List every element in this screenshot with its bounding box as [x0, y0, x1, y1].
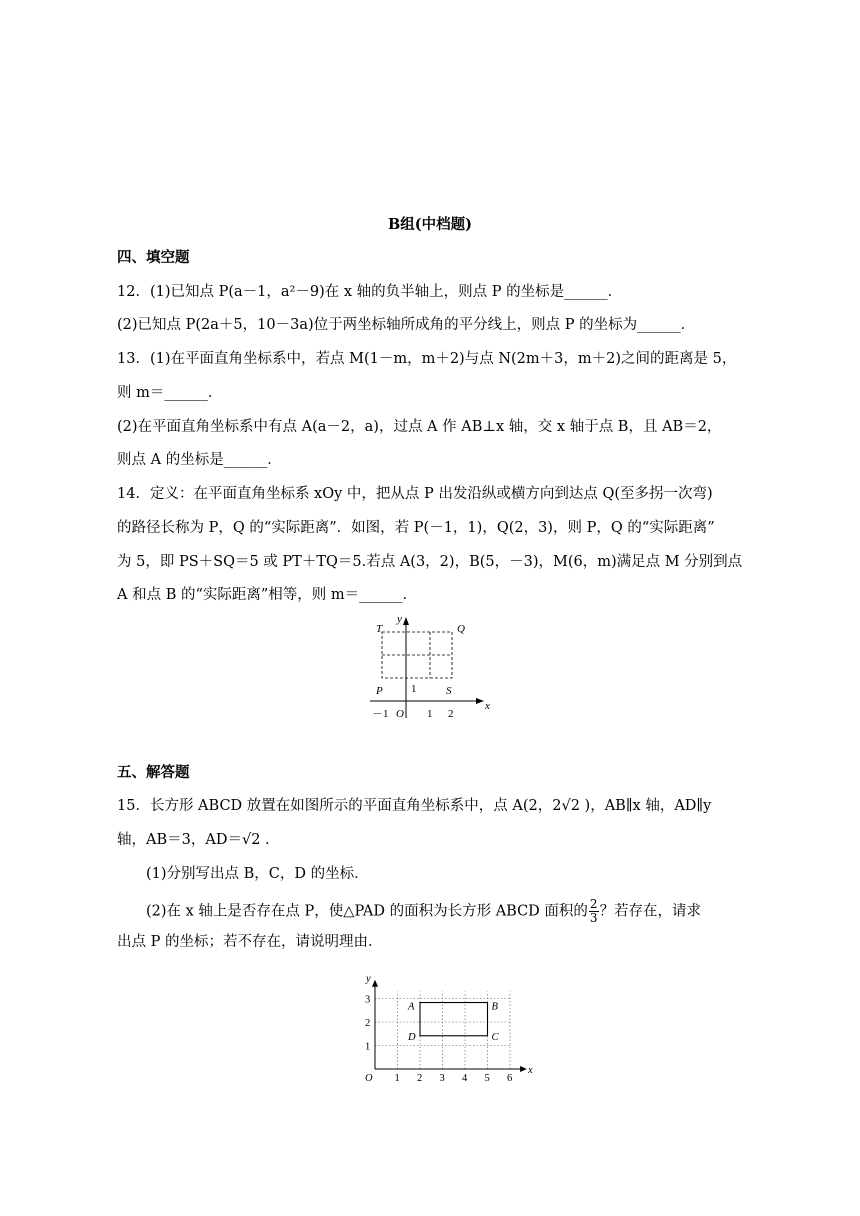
actual-distance-figure — [360, 610, 500, 725]
vertex-label-C: C — [491, 1031, 499, 1043]
question-13-part1-line2: 则 m＝______． — [117, 385, 223, 401]
x-tick-label: 6 — [507, 1073, 513, 1084]
fraction-two-thirds — [589, 898, 599, 925]
label-Q: Q — [457, 623, 465, 635]
question-12-part2: (2)已知点 P(2a＋5，10－3a)位于两坐标轴所成角的平分线上，则点 P 的坐标为______． — [117, 317, 696, 333]
y-tick-label: 2 — [365, 1018, 371, 1029]
label-T: T — [376, 623, 383, 635]
x-tick-label: 3 — [439, 1073, 445, 1084]
vertex-label-D: D — [408, 1031, 416, 1043]
x-tick-label: 1 — [394, 1073, 400, 1084]
x-axis-arrow-icon — [476, 698, 484, 704]
rectangle-figure — [355, 975, 535, 1085]
x-tick-label: 5 — [484, 1073, 490, 1084]
y-tick-label: 3 — [365, 994, 371, 1006]
x-tick-label: 2 — [417, 1073, 423, 1084]
x-tick-neg1: －1 — [372, 708, 389, 720]
question-15-part2-text: (2)在 x 轴上是否存在点 P，使△PAD 的面积为长方形 ABCD 面积的 — [146, 903, 588, 920]
vertex-label-B: B — [491, 1001, 498, 1013]
question-14-line4: A 和点 B 的“实际距离”相等，则 m＝______． — [117, 587, 418, 603]
x-axis-label: x — [485, 700, 490, 712]
question-15-part2-line2: 出点 P 的坐标；若不存在，请说明理由． — [117, 934, 383, 950]
dashed-grid — [382, 632, 452, 678]
question-14-line1: 14．定义：在平面直角坐标系 xOy 中，把从点 P 出发沿纵或横方向到达点 Q(至多拐一次弯) — [117, 486, 713, 502]
fraction-numerator: 2 — [589, 897, 598, 911]
question-15-part2-tail: ？若存在，请求 — [599, 903, 702, 920]
question-15-line2: 轴，AB＝3，AD＝√2 ． — [117, 832, 280, 848]
section-answer-title: 五、解答题 — [117, 764, 190, 781]
question-15-line1: 15．长方形 ABCD 放置在如图所示的平面直角坐标系中，点 A(2，2√2 )，AB∥x 轴，AD∥y — [117, 798, 712, 814]
x-tick-1: 1 — [427, 708, 433, 720]
fraction-denominator: 3 — [589, 911, 598, 925]
question-12-part1: 12．(1)已知点 P(a－1，a²－9)在 x 轴的负半轴上，则点 P 的坐标是______． — [117, 284, 623, 300]
question-14-line3: 为 5，即 PS＋SQ＝5 或 PT＋TQ＝5.若点 A(3，2)，B(5，－3)，M(6，m)满足点 M 分别到点 — [117, 554, 743, 570]
x-axis-arrow-icon — [520, 1066, 527, 1072]
question-13-part2-line2: 则点 A 的坐标是______． — [117, 452, 282, 468]
question-14-line2: 的路径长称为 P，Q 的“实际距离”．如图，若 P(－1，1)，Q(2，3)，则 P，Q 的“实际距离” — [117, 520, 715, 536]
y-axis-label: y — [397, 613, 402, 625]
x-tick-label: 4 — [462, 1073, 468, 1084]
y-axis-arrow-icon — [372, 980, 378, 987]
question-15-part1: (1)分别写出点 B，C，D 的坐标． — [146, 866, 369, 882]
label-S: S — [446, 685, 452, 697]
question-13-part2-line1: (2)在平面直角坐标系中有点 A(a－2，a)，过点 A 作 AB⊥x 轴，交 x 轴于点 B，且 AB＝2， — [117, 419, 722, 435]
origin-label: O — [396, 708, 404, 720]
question-15-part2-line1 — [146, 898, 701, 925]
y-axis-label: y — [366, 975, 371, 985]
label-P: P — [376, 685, 383, 697]
section-fill-in-title: 四、填空题 — [117, 249, 190, 266]
question-13-part1-line1: 13．(1)在平面直角坐标系中，若点 M(1－m，m＋2)与点 N(2m＋3，m＋2)之间的距离是 5， — [117, 351, 737, 367]
x-tick-2: 2 — [448, 708, 454, 720]
x-axis-label: x — [528, 1065, 533, 1076]
group-title: B组(中档题) — [388, 216, 472, 233]
y-tick-label: 1 — [365, 1041, 371, 1053]
y-tick-1: 1 — [411, 683, 417, 695]
origin-label: O — [365, 1073, 373, 1084]
y-axis-arrow-icon — [403, 617, 409, 625]
rectangle-ABCD — [420, 1003, 488, 1036]
vertex-label-A: A — [408, 1001, 415, 1013]
